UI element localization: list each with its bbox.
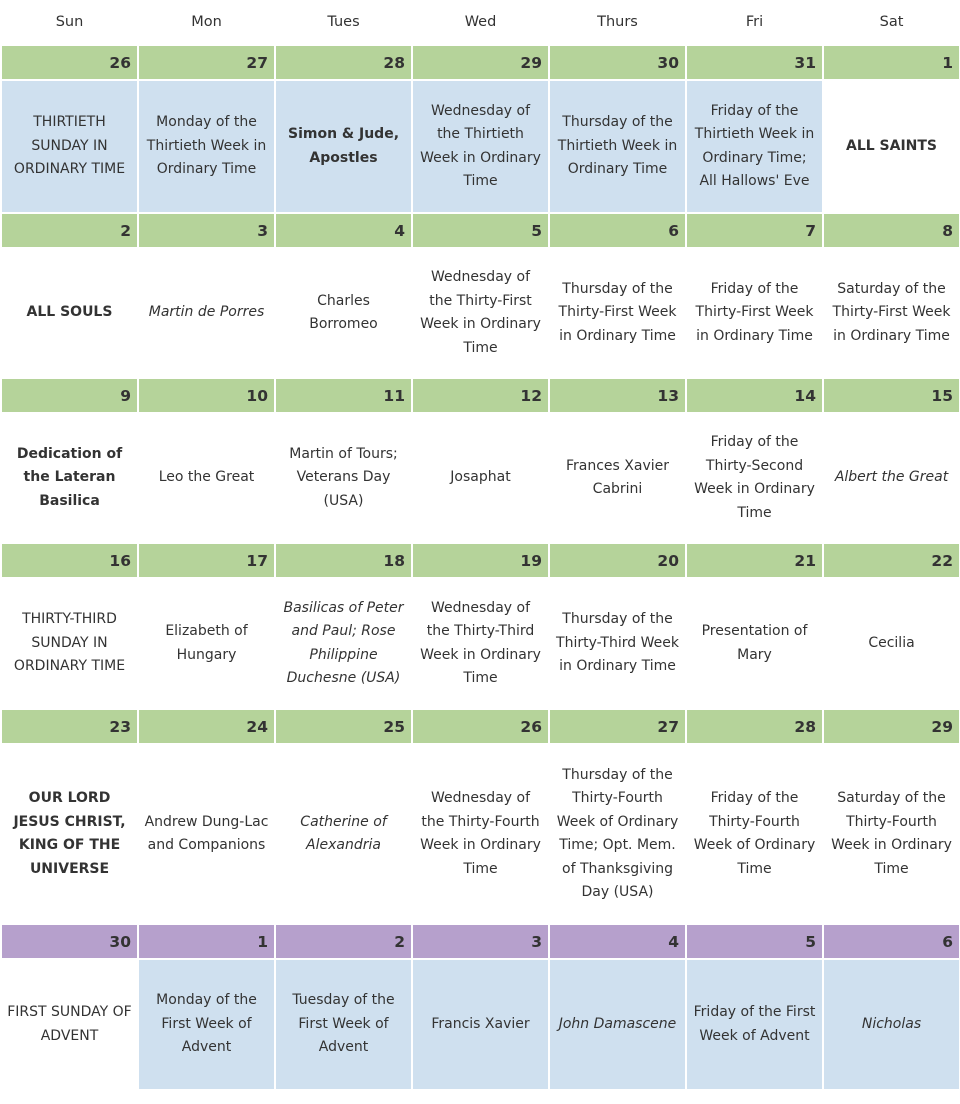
weekday-header-sun: Sun [2, 0, 137, 44]
day-celebration: Elizabeth of Hungary [139, 579, 274, 708]
day-number: 31 [687, 46, 822, 79]
weekday-header-mon: Mon [139, 0, 274, 44]
day-number: 3 [139, 214, 274, 247]
day-celebration: Cecilia [824, 579, 959, 708]
day-number: 18 [276, 544, 411, 577]
day-celebration: Friday of the Thirty-Fourth Week of Ordinary Time [687, 745, 822, 923]
day-celebration: Andrew Dung-Lac and Companions [139, 745, 274, 923]
weekday-header-thurs: Thurs [550, 0, 685, 44]
day-number: 6 [824, 925, 959, 958]
day-number: 29 [413, 46, 548, 79]
day-number: 2 [2, 214, 137, 247]
day-celebration: Simon & Jude, Apostles [276, 81, 411, 212]
day-number: 4 [276, 214, 411, 247]
day-number: 13 [550, 379, 685, 412]
day-celebration: Wednesday of the Thirty-Third Week in Ordinary Time [413, 579, 548, 708]
weekday-header-fri: Fri [687, 0, 822, 44]
day-number: 16 [2, 544, 137, 577]
day-number: 3 [413, 925, 548, 958]
day-number: 25 [276, 710, 411, 743]
day-celebration: Thursday of the Thirty-First Week in Ordinary Time [550, 249, 685, 377]
day-celebration: Albert the Great [824, 414, 959, 542]
day-number: 26 [413, 710, 548, 743]
day-number: 21 [687, 544, 822, 577]
day-number: 22 [824, 544, 959, 577]
day-celebration: Dedication of the Lateran Basilica [2, 414, 137, 542]
day-number: 17 [139, 544, 274, 577]
day-celebration: THIRTIETH SUNDAY IN ORDINARY TIME [2, 81, 137, 212]
day-celebration: Martin de Porres [139, 249, 274, 377]
day-celebration: Martin of Tours; Veterans Day (USA) [276, 414, 411, 542]
day-celebration: John Damascene [550, 960, 685, 1089]
day-number: 27 [550, 710, 685, 743]
day-number: 30 [550, 46, 685, 79]
day-number: 19 [413, 544, 548, 577]
day-celebration: Presentation of Mary [687, 579, 822, 708]
day-celebration: Saturday of the Thirty-First Week in Ordinary Time [824, 249, 959, 377]
day-celebration: Francis Xavier [413, 960, 548, 1089]
day-number: 5 [687, 925, 822, 958]
day-celebration: ALL SOULS [2, 249, 137, 377]
weekday-header-wed: Wed [413, 0, 548, 44]
day-number: 1 [139, 925, 274, 958]
day-number: 6 [550, 214, 685, 247]
day-number: 2 [276, 925, 411, 958]
day-number: 27 [139, 46, 274, 79]
day-celebration: Josaphat [413, 414, 548, 542]
day-number: 10 [139, 379, 274, 412]
day-celebration: Wednesday of the Thirtieth Week in Ordinary Time [413, 81, 548, 212]
day-number: 12 [413, 379, 548, 412]
day-number: 15 [824, 379, 959, 412]
day-celebration: Leo the Great [139, 414, 274, 542]
day-celebration: Thursday of the Thirty-Fourth Week of Ordinary Time; Opt. Mem. of Thanksgiving Day (USA) [550, 745, 685, 923]
day-number: 29 [824, 710, 959, 743]
day-number: 28 [687, 710, 822, 743]
day-number: 9 [2, 379, 137, 412]
day-number: 30 [2, 925, 137, 958]
day-celebration: Friday of the Thirtieth Week in Ordinary Time; All Hallows' Eve [687, 81, 822, 212]
day-celebration: OUR LORD JESUS CHRIST, KING OF THE UNIVERSE [2, 745, 137, 923]
day-celebration: ALL SAINTS [824, 81, 959, 212]
day-celebration: Nicholas [824, 960, 959, 1089]
day-number: 26 [2, 46, 137, 79]
day-celebration: Thursday of the Thirty-Third Week in Ordinary Time [550, 579, 685, 708]
weekday-header-tues: Tues [276, 0, 411, 44]
day-celebration: Saturday of the Thirty-Fourth Week in Ordinary Time [824, 745, 959, 923]
day-number: 11 [276, 379, 411, 412]
day-celebration: Frances Xavier Cabrini [550, 414, 685, 542]
day-celebration: Tuesday of the First Week of Advent [276, 960, 411, 1089]
day-number: 1 [824, 46, 959, 79]
day-number: 7 [687, 214, 822, 247]
day-number: 5 [413, 214, 548, 247]
day-celebration: Wednesday of the Thirty-First Week in Ordinary Time [413, 249, 548, 377]
day-celebration: Basilicas of Peter and Paul; Rose Philippine Duchesne (USA) [276, 579, 411, 708]
day-number: 4 [550, 925, 685, 958]
day-number: 28 [276, 46, 411, 79]
day-celebration: Wednesday of the Thirty-Fourth Week in Ordinary Time [413, 745, 548, 923]
day-celebration: Thursday of the Thirtieth Week in Ordinary Time [550, 81, 685, 212]
weekday-header-sat: Sat [824, 0, 959, 44]
day-celebration: FIRST SUNDAY OF ADVENT [2, 960, 137, 1089]
day-celebration: Friday of the Thirty-First Week in Ordinary Time [687, 249, 822, 377]
day-number: 20 [550, 544, 685, 577]
day-number: 24 [139, 710, 274, 743]
day-number: 23 [2, 710, 137, 743]
day-celebration: Friday of the Thirty-Second Week in Ordinary Time [687, 414, 822, 542]
day-celebration: Monday of the Thirtieth Week in Ordinary Time [139, 81, 274, 212]
day-celebration: Friday of the First Week of Advent [687, 960, 822, 1089]
day-celebration: THIRTY-THIRD SUNDAY IN ORDINARY TIME [2, 579, 137, 708]
day-celebration: Charles Borromeo [276, 249, 411, 377]
day-celebration: Catherine of Alexandria [276, 745, 411, 923]
day-number: 14 [687, 379, 822, 412]
day-number: 8 [824, 214, 959, 247]
day-celebration: Monday of the First Week of Advent [139, 960, 274, 1089]
